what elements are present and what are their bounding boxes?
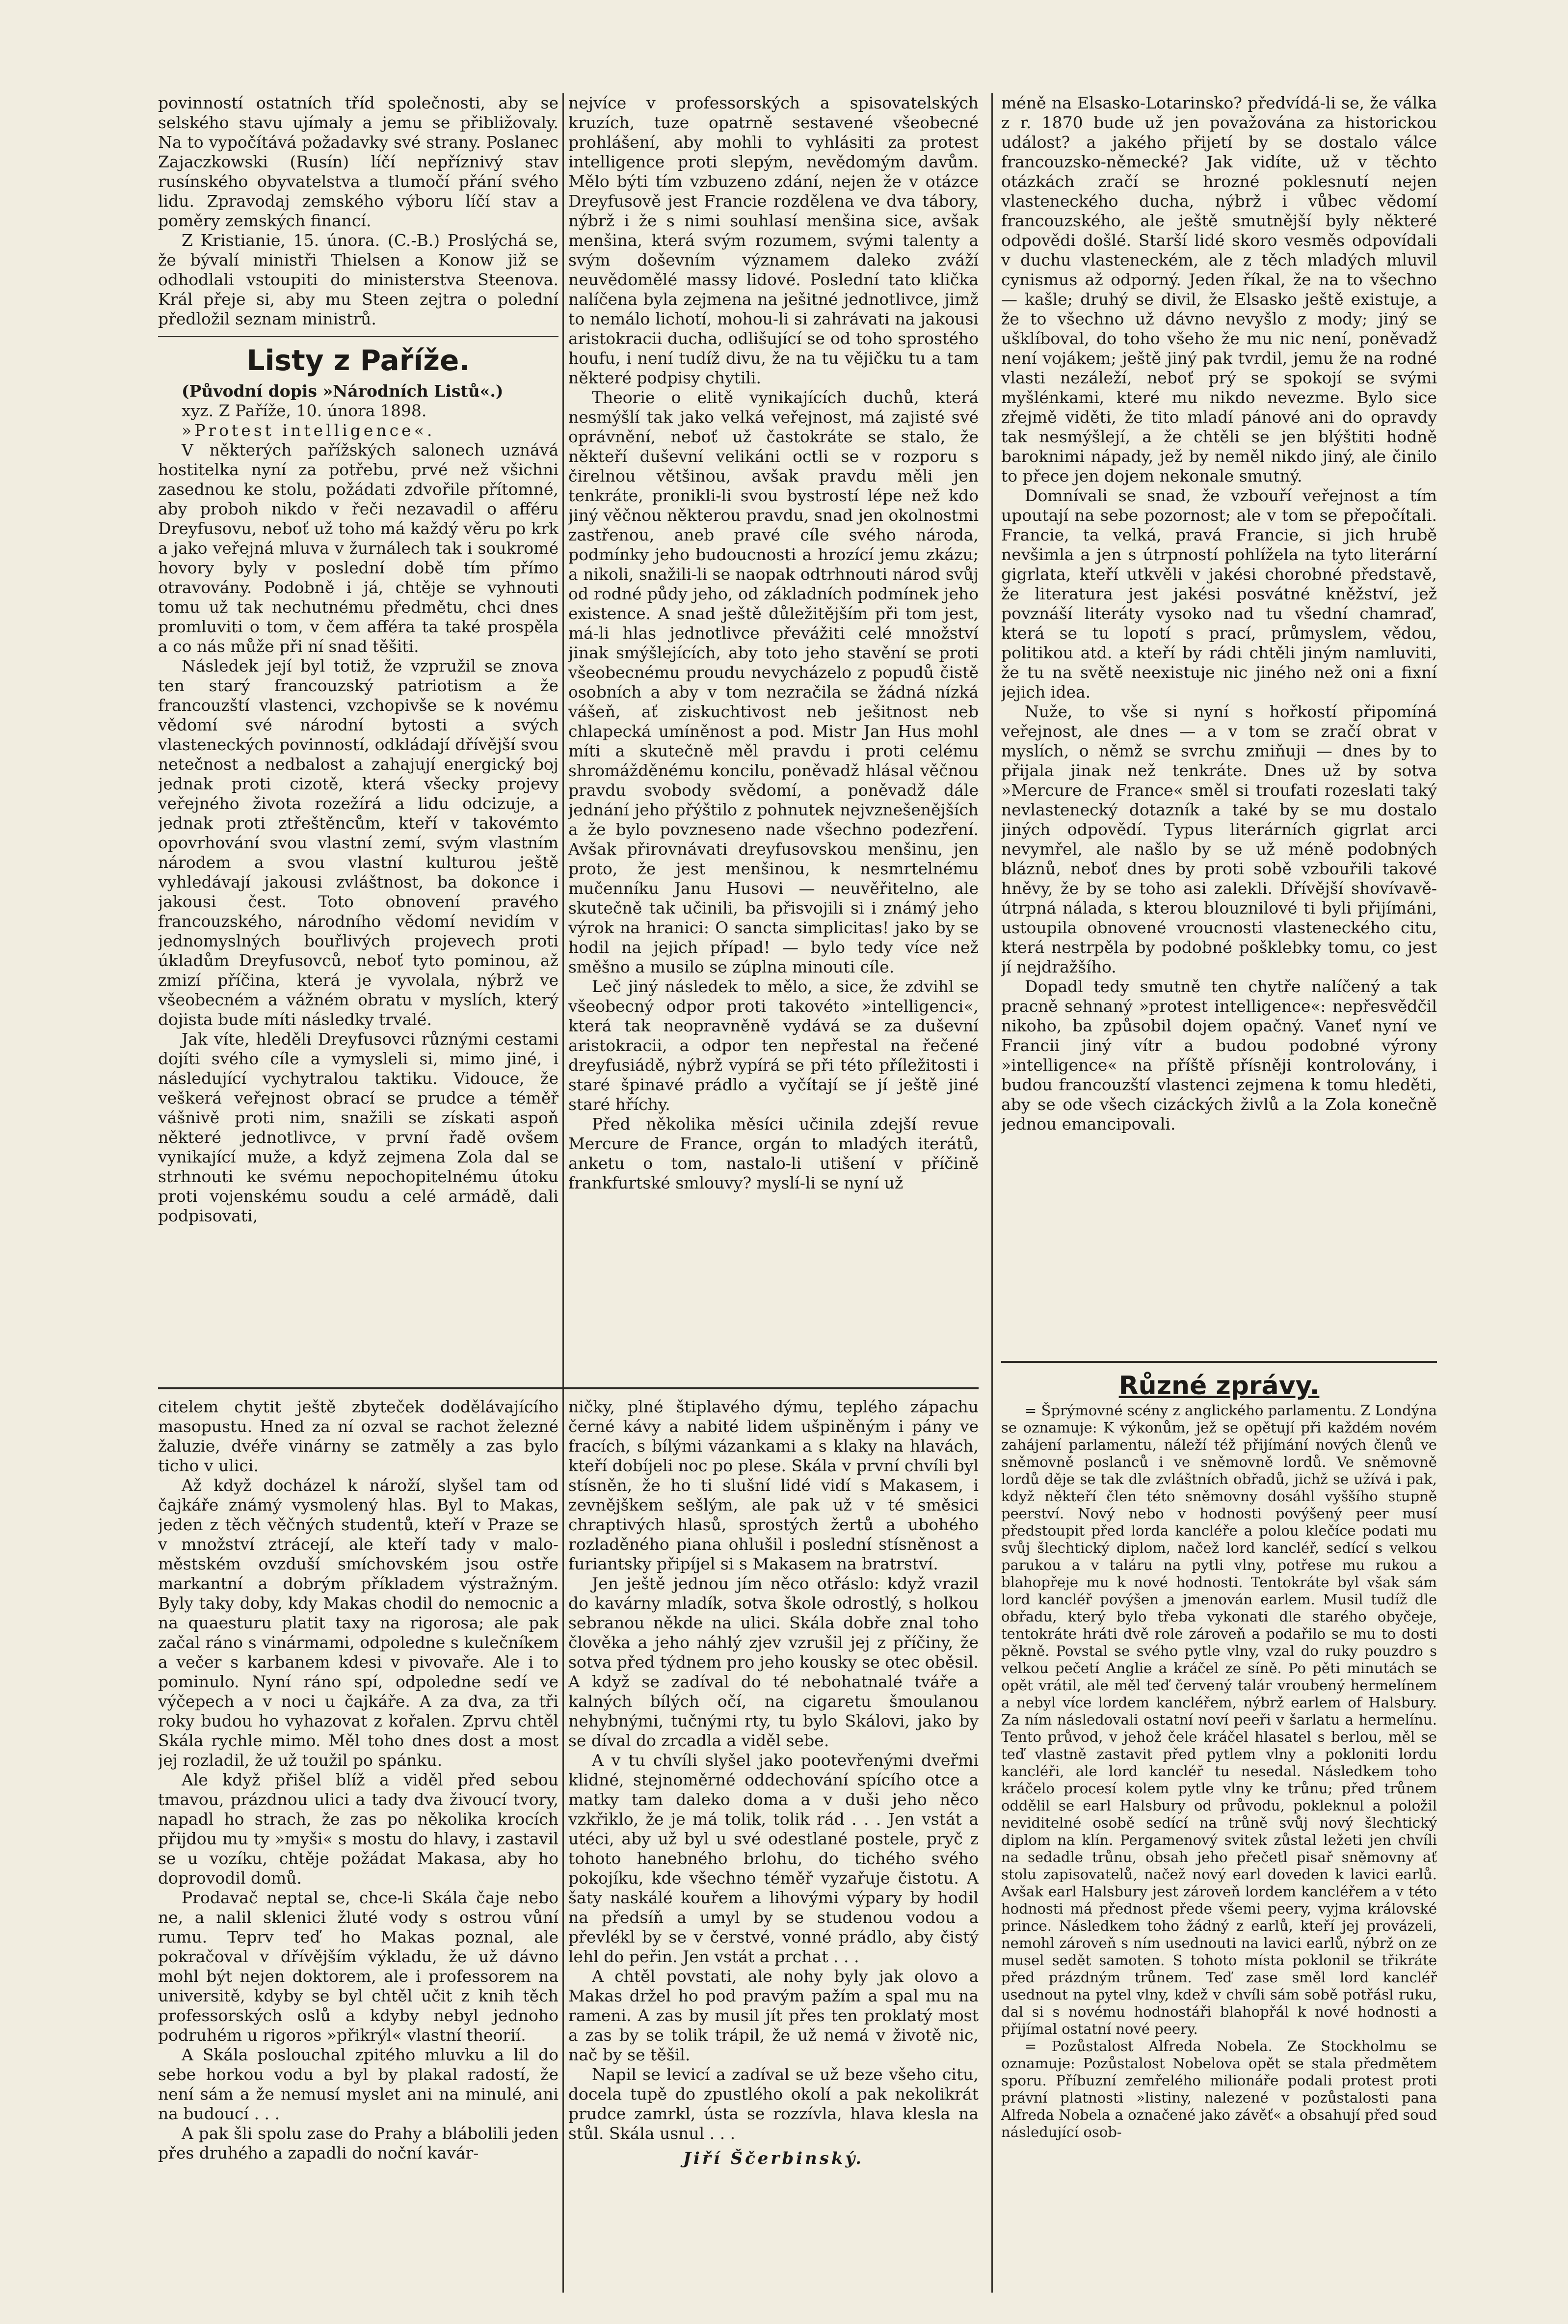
feuilleton-paragraph: A chtěl povstati, ale nohy byly jak olovo a Makas držel ho pod pravým pažím a spal mu na rameni. A zas by musil jít přes ten proklatý most a zas by se tolik trápil, že už nemá v životě nic, nač by se těšil. [568,1967,979,2064]
feuilleton-paragraph: A pak šli spolu zase do Prahy a blábolili jeden přes druhého a zapadli do noční kavár- [158,2124,558,2162]
article-paragraph: méně na Elsasko-Lotarinsko? předvídá-li se, že válka z r. 1870 bude už jen považována za historickou událost? a jakého přijetí by se dostalo válce francouzsko-německé? Jak vidíte, už v těchto otázkách zračí se hrozné poklesnutí nejen vlasteneckého ducha, nýbrž i vůbec vědomí francouzského, ale ještě smutnější byly některé odpovědi došlé. Starší lidé skoro vesměs odpovídali v duchu vlasteneckém, ale z těch mladých mluvil cynismus až odporný. Jeden říkal, že na to všechno — kašle; druhý se divil, že Elsasko ještě existuje, a že to všechno už dávno nevyšlo z mody; jiný se ušklíboval, do toho všeho že mu nic není, poněvadž není vojákem; ještě jiný pak tvrdil, jemu že na rodné vlasti nezáleží, neboť prý se spokojí se svými myšlénkami, které mu nikdo nevezme. Bylo sice zřejmě viděti, že tito mladí pánové ani do opravdy tak nesmýšlejí, a že chtěli se jen blýštiti hodně baroknimi nápady, jež by neměl nikdo jiný, ale činilo to přece jen dojem nekonale smutný. [1001,93,1437,486]
news-item-kristiania: Z Kristianie, 15. února. (C.-B.) Proslýchá se, že bývalí ministři Thielsen a Konow již se odhodlali vstoupiti do ministerstva Steenova. Král přeje si, aby mu Steen zejtra o polední předložil seznam ministrů. [158,231,558,328]
feuilleton-paragraph: A Skála poslouchal zpitého mluvku a lil do sebe horkou vodu a byl by plakal radostí, že není sám a že nemusí myslet ani na minulé, ani na budoucí . . . [158,2045,558,2123]
feuilleton-paragraph: A v tu chvíli slyšel jako pootevřenými dveřmi klidné, stejnoměrné oddechování spícího otce a matky tam daleko doma a v duši jeho něco vzkřiklo, že je má tolik, tolik rád . . . Jen vstát a utéci, aby už byl u své odestlané postele, pryč z tohoto hanebného brlohu, do tichého svého pokojíku, kde všechno téměř vyzařuje čistotu. A šaty naskálé kouřem a lihovými výpary by hodil na předsíň a umyl by se studenou vodou a převlékl by se v čerstvé, vonné prádlo, aby čistý lehl do peřin. Jen vstát a prchat . . . [568,1751,979,1966]
feuilleton-column-1 [158,1397,558,2305]
column-3-top [1001,93,1437,1350]
article-paragraph: Dopadl tedy smutně ten chytře nalíčený a tak pracně sehnaný »protest intelligence«: nepřesvědčil nikoho, ba způsobil dojem opačný. Vaneť nyní ve Francii jiný vítr a budou podobné výrony »intelligence« na příště přísněji kontrolovány, i budou francouzští vlastenci zejmena k tomu hleděti, aby se ode všech cizáckých živlů a la Zola konečně jednou emancipovali. [1001,977,1437,1134]
ruzne-zpravy-title: Různé zprávy. [1118,1371,1320,1401]
article-paragraph: Leč jiný následek to mělo, a sice, že zdvihl se všeobecný odpor proti takovéto »intelligenci«, která tak neopravněně vydává se za duševní aristokracii, a odpor ten nepřestal na řečené dreyfusiádě, nýbrž vypírá se při této příležitosti i staré špinavé prádlo a vyčítají se jí ještě jiné staré hříchy. [568,977,979,1114]
feuilleton-paragraph: Napil se levicí a zadíval se už beze všeho citu, docela tupě do zpustlého okolí a pak nekolikrát prudce zamrkl, ústa se rozzívla, hlava klesla na stůl. Skála usnul . . . [568,2065,979,2143]
article-paragraph: Následek její byl totiž, že vzpružil se znova ten starý francouzský patriotism a že francouzští vlastenci, vzchopivše se k novému vědomí své národní bytosti a svých vlasteneckých povinností, odkládají dřívější svou netečnost a nedbalost a zahajují energický boj jednak proti cizotě, která všecky projevy veřejného života rozežírá a lidu odcizuje, a jednak proti ztřeštěncům, kteří v takovémto opovrhování svou vlastní zemí, svým vlastním národem a svou vlastní kulturou ještě vyhledávají jakousi zvláštnost, ba dokonce i jakousi čest. Toto obnovení pravého francouzského, národního vědomí nevidím v jednomyslných bouřlivých projevech proti úkladům Dreyfusovců, neboť tyto pominou, až zmizí příčina, která je vyvolala, nýbrž ve všeobecném a vážném obratu v myslích, který dojista bude míti následky trvalé. [158,656,558,1029]
feuilleton-paragraph: Ale když přišel blíž a viděl před sebou tmavou, prázdnou ulici a tady dva živoucí tvory, napadl ho strach, že zas po několika krocích přijdou mu ty »myši« s mostu do hlavy, i zastavil se u vozíku, chtěje požádat Makasa, aby ho doprovodil domů. [158,1770,558,1888]
feuilleton-divider [158,1387,979,1389]
feuilleton-paragraph: ničky, plné štiplavého dýmu, teplého zápachu černé kávy a nabité lidem ušpiněným i pány ve fracích, s bílými vázankami a s klaky na hlavách, kteří dobíjeli noc po plese. Skála v první chvíli byl stísněn, že ho ti slušní lidé vidí s Makasem, i zevnějškem sešlým, ale pak už v té směsici chraptivých hlasů, sprostých žertů a ubohého rozladěného piana ohlušil i poslední stísněnost a furiantsky připíjel si s Makasem na bratrství. [568,1397,979,1573]
article-subtitle: (Původní dopis »Národních Listů«.) [182,381,504,401]
news-item-nobel-estate: = Pozůstalost Alfreda Nobela. Ze Stockholmu se oznamuje: Pozůstalost Nobelova opět se stala předmětem sporu. Příbuzní zemřelého milionáře podali protest proti právní platnosti »listiny, nalezené v pozůstalosti pana Alfreda Nobela a označené jako závěť« a obsahují před soud následující osob- [1001,2038,1437,2140]
feuilleton-paragraph: Prodavač neptal se, chce-li Skála čaje nebo ne, a nalil sklenici žluté vody s ostrou vůní rumu. Teprv teď ho Makas poznal, ale pokračoval v dřívějším výkladu, že už dávno mohl být nejen doktorem, ale i professorem na universitě, kdyby se byl chtěl učit z knih těch professorských oslů a kdyby nebyl jednoho podruhém u rigoros »přikrýl« vlastní theorií. [158,1888,558,2045]
column-2-top [568,93,979,1379]
article-dateline: xyz. Z Paříže, 10. února 1898. [182,401,427,420]
feuilleton-paragraph: Jen ještě jednou jím něco otřáslo: když vrazil do kavárny mladík, sotva škole odrostlý, s holkou sebranou někde na ulici. Skála dobře znal toho člověka a jeho náhlý zjev vzrušil jej z příčiny, že sotva před týdnem pro jeho kousky se otec oběsil. A když se zadíval do té nebohatnalé tváře a kalných bílých očí, na cigaretu šmoulanou nehybnými, tučnými rty, tu bylo Skálovi, jako by se díval do zrcadla a viděl sebe. [568,1574,979,1750]
feuilleton-paragraph: citelem chytit ještě zbyteček dodělávajícího masopustu. Hned za ní ozval se rachot železné žaluzie, dvéře vinárny se zatměly a zas bylo ticho v ulici. [158,1397,558,1475]
news-item-parliament: povinností ostatních tříd společnosti, aby se selského stavu ujímaly a jemu se přibližovaly. Na to vypočítává požadavky své strany. Poslanec Zajaczkowski (Rusín) líčí nepříznivý stav rusínského obyvatelstva a tlumočí přání svého lidu. Zpravodaj zemského výboru líčí stav a poměry zemských financí. [158,93,558,230]
article-paragraph: Nuže, to vše si nyní s hořkostí připomíná veřejnost, ale dnes — a v tom se zračí obrat v myslích, o němž se svrchu zmiňuji — dnes by to přijala jinak než tenkráte. Dnes už by sotva »Mercure de France« směl si troufati rozeslati taký nevlastenecký dotazník a také by se mu dostalo jiných odpovědí. Typus literárních gigrlat arci nevymřel, ale našlo by se už méně podobných bláznů, neboť dnes by proti sobě vzbouřili takové hněvy, že by se toho asi zalekli. Dřívější shovívavě-útrpná nálada, s kterou blouznilové ti byli přijímáni, ustoupila obnovené vroucnosti vlasteneckého citu, která nestrpěla by podobné pošklebky tomu, co jest jí nejdražšího. [1001,702,1437,976]
article-paragraph: Domnívali se snad, že vzbouří veřejnost a tím upoutají na sebe pozornost; ale v tom se přepočítali. Francie, ta velká, pravá Francie, si jich hrubě nevšimla a jen s útrpností pohlížela na tyto literární gigrlata, kteří utkvěli v jakési chorobné představě, že literatura jest jakési posvátné kněžství, jež povznáší literáty vysoko nad tu všední chamraď, která se tu lopotí s prací, průmyslem, vědou, politikou atd. a kteří by rádi chtěli jiným namluviti, že tu na světě neexistuje nic jiného než oni a fixní jejich idea. [1001,486,1437,702]
article-title: Listy z Paříže. [246,344,470,377]
column-1-top [158,93,558,1379]
column-separator [991,93,993,2293]
section-divider [158,336,558,337]
feuilleton-paragraph: Až když docházel k nároží, slyšel tam od čajkáře známý vysmolený hlas. Byl to Makas, jeden z těch věčných studentů, kteří v Praze se v množství ztrácejí, ale kteří tady v malo-městském ovzduší smíchovském jsou ostře markantní a dobrým příkladem výstražným. Byly taky doby, kdy Makas chodil do nemocnic a na quaesturu platit taxy na rigorosa; ale pak začal ráno s vinármami, odpoledne s kulečníkem a večer s karbanem kdesi v pivovaře. Ale i to pominulo. Nyní ráno spí, odpoledne sedí ve výčepech a v noci u čajkáře. A za dva, za tři roky budou ho vyhazovat z kořalen. Zprvu chtěl Skála rychle mimo. Měl toho dnes dost a most jej rozladil, že už toužil po spánku. [158,1476,558,1770]
news-item-parliament-scenes: = Šprýmovné scény z anglického parlamentu. Z Londýna se oznamuje: K výkonům, jež se opětují při každém novém zahájení parlamentu, náleží též přijímání nových členů ve sněmovně poslanců i ve sněmovně lordů. Ve sněmovně lordů děje se tak dle zvláštních obřadů, jichž se užívá i pak, když někteří člen této sněmovny dosáhl vyššího stupně peerství. Nový nebo v hodnosti povýšený peer musí předstoupit před lorda kancléře a polou klečíce podati mu svůj šlechtický diplom, načež lord kancléř, sedící s velkou parukou a v taláru na pytli vlny, potřese mu rukou a blahopřeje mu k nové hodnosti. Tentokráte byl však sám lord kancléř povýšen a jmenován earlem. Musil tudíž dle obřadu, který bylo třeba vykonati dle starého obyčeje, tentokráte hráti dvě role zároveň a podařilo se mu to dosti pěkně. Povstal se svého pytle vlny, vzal do ruky pouzdro s velkou pečetí Anglie a kráčel ze síně. Po pěti minutách se opět vrátil, ale měl teď červený talár vroubený hermelínem a nebyl více lordem kancléřem, nýbrž earlem of Halsbury. Za ním následovali ostatní noví peeři v šarlatu a hermelínu. Tento průvod, v jehož čele kráčel hlasatel s berlou, měl se teď vlastně zastavit před pytlem vlny a pokloniti lordu kancléři, ale lord kancléř tu nesedal. Následkem toho kráčelo procesí kolem pytle vlny ke trůnu; před trůnem oddělil se earl Halsbury od průvodu, pokleknul a položil neviditelné osobě sedící na trůně svůj nový šlechtický diplom na klín. Pergamenový svitek zůstal ležeti jen chvíli na sedadle trůnu, obsah jeho přečetl pisař sněmovny ať stolu zapisovatelů, načež nový earl doveden k lavici earlů. Avšak earl Halsbury jest zároveň lordem kancléřem a v této hodnosti má přednost přede všemi peery, vyjma královské prince. Následkem toho žádný z earlů, kteří jej provázeli, nemohl zároveň s ním usednouti na lavici earlů, nýbrž on ze musel sedět samoten. S tohoto místa poklonil se třikráte před prázdným trůnem. Teď zase směl lord kancléř usednout na pytel vlny, kdež v chvíli sám sobě potřásl ruku, dal si s novému hodnostáři blahopřál k nové hodnosti a přijímal ostatní nové peery. [1001,1402,1437,2037]
article-paragraph: nejvíce v professorských a spisovatelských kruzích, tuze opatrně sestavené všeobecné prohlášení, aby mohli to vyhlásiti za protest intelligence proti slepým, nevědomým davům. Mělo býti tím vzbuzeno zdání, nejen že v otázce Dreyfusově jest Francie rozdělena ve dva tábory, nýbrž i že s nimi souhlasí menšina sice, avšak menšina, která svým rozumem, svými talenty a svým doševním významem daleko zváží neuvědomělé massy lidové. Poslední tato klička nalíčena byla zejmena na ješitné jednotlivce, jimž to nemálo lichotí, mohou-li si zahrávati na jakousi aristokracii ducha, odlišující se od toho sprostého houfu, i není tudíž divu, že na tu vějičku tu a tam některé podpisy chytili. [568,93,979,387]
column-separator [562,93,564,2293]
section-divider [1001,1361,1437,1363]
article-paragraph: Jak víte, hleděli Dreyfusovci různými cestami dojíti svého cíle a vymysleli si, mimo jiné, i následující vychytralou taktiku. Vidouce, že veškerá veřejnost obrací se prudce a téměř vášnivě proti nim, snažili se získati aspoň některé jednotlivce, v první řadě ovšem vynikající muže, a když zejmena Zola dal se strhnouti ke svému nepochopitelnému útoku proti vojenskému soudu a celé armádě, dali podpisovati, [158,1029,558,1225]
article-paragraph: Před několika měsíci učinila zdejší revue Mercure de France, orgán to mladých iterátů, anketu o tom, nastalo-li utišení v příčině frankfurtské smlouvy? myslí-li se nyní už [568,1114,979,1192]
article-paragraph: V některých pařížských salonech uznává hostitelka nyní za potřebu, prvé než všichni zasednou ke stolu, požádati zdvořile přítomné, aby proboh nikdo v řeči nezavadil o afféru Dreyfusovu, neboť už toho má každý věru po krk a jako veřejná mluva v žurnálech tak i soukromé hovory byly v poslední době tím přímo otravovány. Podobně i já, chtěje se vyhnouti tomu už tak nechutnému předmětu, chci dnes promluviti o tom, v čem afféra ta také prospěla a co nás může při ní snad těšiti. [158,440,558,656]
feuilleton-signature: Jiří Ščerbinský. [683,2149,864,2168]
article-section-title: »Protest intelligence«. [182,421,435,440]
article-paragraph: Theorie o elitě vynikajících duchů, která nesmýšlí tak jako velká veřejnost, má zajisté své oprávnění, neboť už častokráte se stalo, že někteří duševní velikáni octli se v rozporu s čirelnou většinou, avšak pravdu měli jen tenkráte, pronikli-li svou bystrostí lépe než kdo jiný věčnou některou pravdu, snad jen okolnostmi zastřenou, aneb pravé cíle svého národa, podmínky jeho budoucnosti a hrozící jemu zkázu; a nikoli, snažili-li se naopak odtrhnouti národ svůj od rodné půdy jeho, od základních podmínek jeho existence. A snad ještě důležitějším při tom jest, má-li hlas jednotlivce převážiti celé množství jinak smýšlejících, aby toto jeho stavění se proti všeobecnému proudu nevycházelo z popudů čistě osobních a aby v tom nezračila se žádná nízká vášeň, ať ziskuchtivost neb ješitnost neb chlapecká umíněnost a pod. Mistr Jan Hus mohl míti a skutečně měl pravdu i proti celému shromážděnému koncilu, poněvadž hlásal věčnou pravdu svobody svědomí, a poněvadž dále jednání jeho přýštilo z pohnutek nejvznešenějších a že bylo povzneseno nade všechno podezření. Avšak přirovnávati dreyfusovskou menšinu, jen proto, že jest menšinou, k nesmrtelnému mučenníku Janu Husovi — neuvěřitelno, ale skutečně tak učinili, ba přisvojili si i známý jeho výrok na hranici: O sancta simplicitas! jako by se hodil na jejich případ! — bylo tedy více než směšno a musilo se zúplna minouti cíle. [568,388,979,976]
feuilleton-column-2 [568,1397,979,2305]
column-3-ruzne-zpravy [1001,1368,1437,2305]
